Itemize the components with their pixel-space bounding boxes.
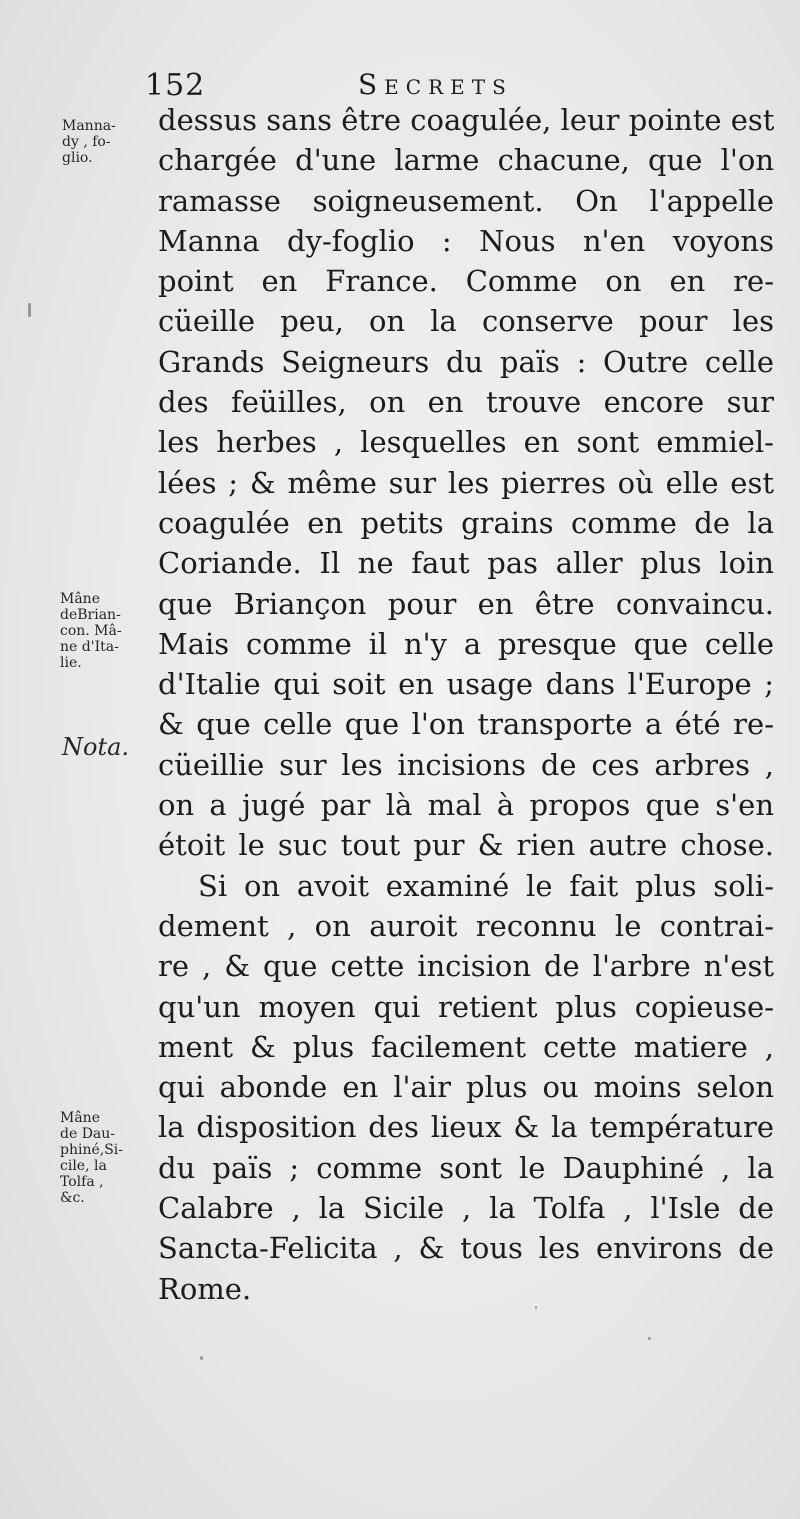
text-line: des feüilles, on en trouve encore sur (158, 385, 774, 420)
margin-note-manne-briancon: Mâne deBrian- con. Mâ- ne d'Ita- lie. (60, 591, 122, 671)
running-title: Secrets (358, 68, 513, 101)
text-line: dement , on auroit reconnu le contrai- (158, 908, 774, 943)
margin-note-manne-dauphine: Mâne de Dau- phiné,Si- cile, la Tolfa , &c. (60, 1110, 124, 1206)
text-line: les herbes , lesquelles en sont emmiel- (158, 425, 774, 460)
body-text (158, 100, 774, 1309)
text-line: qui abonde en l'air plus ou moins selon (158, 1070, 774, 1105)
text-line: cüeillie sur les incisions de ces arbres , (158, 747, 774, 782)
text-line: Manna dy-foglio : Nous n'en voyons (158, 223, 774, 258)
text-line: Mais comme il n'y a presque que celle (158, 626, 774, 661)
text-line: ment & plus facilement cette matiere , (158, 1029, 774, 1064)
text-line: cüeille peu, on la conserve pour les (158, 304, 774, 339)
text-line: Si on avoit examiné le fait plus soli- (198, 868, 774, 903)
text-line: étoit le suc tout pur & rien autre chose. (158, 828, 774, 863)
text-line: Sancta-Felicita , & tous les environs de (158, 1231, 774, 1266)
text-line: ramasse soigneusement. On l'appelle (158, 183, 774, 218)
margin-note-manna-dy-foglio: Manna- dy , fo- glio. (62, 118, 116, 166)
text-line: la disposition des lieux & la température (158, 1110, 774, 1145)
paper-blemish (200, 1356, 203, 1360)
paper-blemish (535, 1306, 537, 1309)
text-line: Grands Seigneurs du païs : Outre celle (158, 344, 774, 379)
text-line: d'Italie qui soit en usage dans l'Europe ; (158, 667, 774, 702)
text-line: Coriande. Il ne faut pas aller plus loin (158, 546, 774, 581)
text-line: dessus sans être coagulée, leur pointe est (158, 103, 774, 137)
text-line: que Briançon pour en être convaincu. (158, 586, 774, 621)
text-line: lées ; & même sur les pierres où elle est (158, 465, 774, 500)
page-number: 152 (145, 68, 206, 103)
text-line: chargée d'une larme chacune, que l'on (158, 143, 774, 178)
text-line: coagulée en petits grains comme de la (158, 505, 774, 540)
margin-note-nota: Nota. (62, 733, 130, 761)
text-line: & que celle que l'on transporte a été re- (158, 707, 774, 742)
text-line: qu'un moyen qui retient plus copieuse- (158, 989, 774, 1024)
text-line: Calabre , la Sicile , la Tolfa , l'Isle de (158, 1191, 774, 1226)
paper-blemish (28, 303, 31, 317)
text-line: du païs ; comme sont le Dauphiné , la (158, 1150, 774, 1185)
text-line: point en France. Comme on en re- (158, 264, 774, 299)
text-line: Rome. (158, 1271, 252, 1306)
paper-blemish (648, 1337, 651, 1340)
text-line: on a jugé par là mal à propos que s'en (158, 788, 774, 823)
text-line: re , & que cette incision de l'arbre n'est (158, 949, 774, 984)
